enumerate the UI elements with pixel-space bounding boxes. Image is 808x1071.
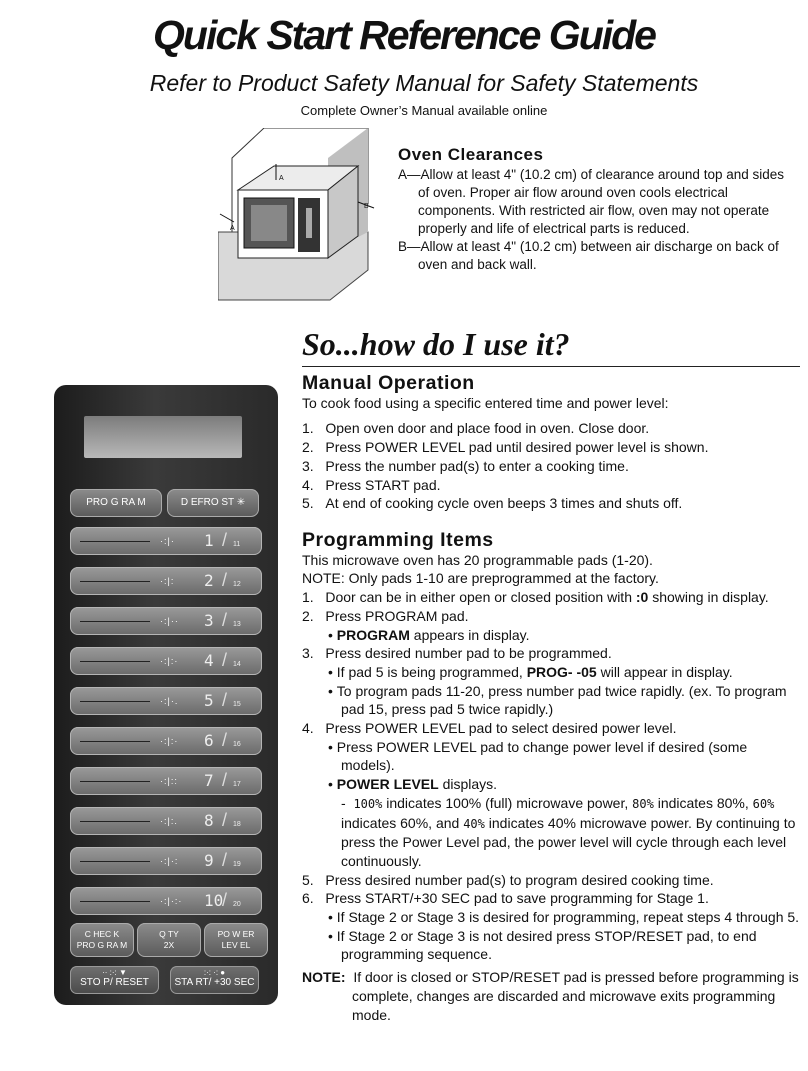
pad-number: 3 [204,611,214,630]
stop-label: STO P/ RESET [80,977,149,988]
check-label-1: C HEC K [84,929,120,939]
pad-line [80,621,150,622]
page-title: Quick Start Reference Guide [153,12,655,58]
pad-secondary-number: 11 [233,541,241,548]
pad-secondary-number: 12 [233,581,241,588]
step-2-bullet: • PROGRAM appears in display. [328,626,530,643]
pad-braille: ·:|·:· [160,896,183,906]
pad-line [80,581,150,582]
clearances-heading: Oven Clearances [398,145,544,164]
number-pad-9 [70,847,262,875]
pad-number: 10 [204,891,224,910]
number-pad-8 [70,807,262,835]
pad-secondary-number: 15 [233,701,241,708]
programming-heading: Programming Items [302,529,494,551]
pad-secondary-number: 19 [233,861,241,868]
defrost-button [167,489,259,517]
power-level-button [204,923,268,957]
number-pad-1 [70,527,262,555]
step-4-bullet-2: • POWER LEVEL displays. [328,776,498,793]
pad-slash: / [222,850,228,870]
pad-slash: / [222,650,228,670]
howto-heading: So...how do I use it? [302,326,570,362]
pad-slash: / [222,770,228,790]
pad-braille: ·:|·: [160,856,179,866]
number-pad-5 [70,687,262,715]
pad-slash: / [222,530,228,550]
step-2: 2. Press PROGRAM pad. [302,607,469,624]
label-a-side: A [230,225,235,232]
step-4-bullet-1: • Press POWER LEVEL pad to change power level if desired (some models). [328,738,748,774]
clearance-b: B—Allow at least 4" (10.2 cm) between air discharge on back of oven and back wall. [398,239,779,272]
check-program-button [70,923,134,957]
manual-step: 1. Open oven door and place food in oven. Close door. [302,420,650,437]
step-1: 1. Door can be in either open or closed position with :0 showing in display. [302,589,769,606]
pad-secondary-number: 18 [233,821,241,828]
check-label-2: PRO G RA M [76,940,128,950]
start-braille: :·: ·: [203,968,219,977]
number-pad-3 [70,607,262,635]
pad-number: 2 [204,571,214,590]
power-label-2: LEV EL [221,940,251,950]
programming-items [302,531,802,1024]
pad-slash: / [222,570,228,590]
pad-slash: / [222,690,228,710]
step-6-bullet-1: • If Stage 2 or Stage 3 is desired for programming, repeat steps 4 through 5. [328,909,800,926]
programming-intro: This microwave oven has 20 programmable pads (1-20). [302,551,653,568]
pad-line [80,861,150,862]
pad-braille: ·:|· [160,536,175,546]
safety-subtitle: Refer to Product Safety Manual for Safety Statements [149,70,699,96]
pad-slash: / [222,890,228,910]
oven-clearance-diagram [218,128,388,310]
divider [302,366,800,367]
pad-slash: / [222,810,228,830]
manual-operation [302,374,802,513]
manual-step: 5. At end of cooking cycle oven beeps 3 times and shuts off. [302,495,683,512]
stop-braille: ·· :·: [102,968,117,977]
step-4: 4. Press POWER LEVEL pad to select desired power level. [302,720,677,737]
number-pad-2 [70,567,262,595]
snowflake-icon: ✳ [236,497,246,508]
pad-braille: ·:|:· [160,656,179,666]
number-pad-7 [70,767,262,795]
qty-2x-button [137,923,201,957]
power-label-1: PO W ER [217,929,255,939]
step-3-bullet-1: • If pad 5 is being programmed, PROG- -05 will appear in display. [328,663,733,680]
number-pad-10 [70,887,262,915]
pad-braille: ·:|·. [160,696,179,706]
pad-line [80,661,150,662]
step-3-bullet-2: • To program pads 11-20, press number pad twice rapidly. (ex. To program pad 15, press pad 5 twice rapidly.) [328,682,787,718]
pad-secondary-number: 14 [233,661,241,668]
pad-secondary-number: 16 [233,741,241,748]
defrost-label: D EFRO ST [180,497,234,508]
step-6: 6. Press START/+30 SEC pad to save programming for Stage 1. [302,890,709,907]
control-panel [54,385,278,1005]
pad-number: 8 [204,811,214,830]
pad-slash: / [222,610,228,630]
manual-step: 4. Press START pad. [302,476,441,493]
pad-line [80,701,150,702]
pad-braille: ·:|: [160,576,175,586]
manual-step: 2. Press POWER LEVEL pad until desired power level is shown. [302,439,709,456]
pad-number: 9 [204,851,214,870]
manual-step: 3. Press the number pad(s) to enter a cooking time. [302,457,629,474]
program-button: PRO G RA M [70,489,162,517]
pad-secondary-number: 20 [233,901,241,908]
number-pad-4 [70,647,262,675]
number-pad-6 [70,727,262,755]
oven-clearances [398,146,796,274]
start-button [170,966,259,994]
start-label: STA RT/ +30 SEC [174,977,255,988]
online-note: Complete Owner’s Manual available online [300,103,548,118]
pad-braille: ·:|:: [160,776,178,786]
pad-line [80,821,150,822]
pad-line [80,901,150,902]
programming-final-note: NOTE: If door is closed or STOP/RESET pad is pressed before programming is complete, changes are discarded and microwave exits programming mode. [302,969,799,1023]
step-6-bullet-2: • If Stage 2 or Stage 3 is not desired press STOP/RESET pad, to end programming sequence. [328,927,757,963]
stop-reset-button [70,966,159,994]
panel-display [84,416,242,458]
pad-braille: ·:|:. [160,816,178,826]
pad-braille: ·:|:· [160,736,179,746]
step-5: 5. Press desired number pad(s) to program desired cooking time. [302,871,714,888]
pad-secondary-number: 17 [233,781,241,788]
pad-number: 4 [204,651,214,670]
pad-number: 7 [204,771,214,790]
pad-line [80,541,150,542]
step-3: 3. Press desired number pad to be programmed. [302,645,612,662]
programming-note: NOTE: Only pads 1-10 are preprogrammed at the factory. [302,570,659,587]
manual-intro: To cook food using a specific entered time and power level: [302,394,669,411]
pad-line [80,741,150,742]
stop-icon: ▼ [118,968,127,977]
pad-line [80,781,150,782]
qty-label-1: Q TY [159,929,179,939]
pad-number: 6 [204,731,214,750]
manual-heading: Manual Operation [302,372,475,394]
pad-braille: ·:|·· [160,616,179,626]
label-a-top: A [279,175,284,182]
pad-number: 1 [204,531,214,550]
qty-label-2: 2X [163,940,175,950]
clearance-a: A—Allow at least 4" (10.2 cm) of clearance around top and sides of oven. Proper air flow around oven cools electrical components. With restricted air flow, oven may not operate properly and life of electrical parts is reduced. [398,167,784,236]
pad-number: 5 [204,691,214,710]
power-level-details: - 100% indicates 100% (full) microwave power, 80% indicates 80%, 60% indicates 60%, and 40% indicates 40% microwave power. By continuing to press the Power Level pad, the power level will cycle through each level continuously. [341,794,796,869]
label-b: B [364,203,369,210]
pad-slash: / [222,730,228,750]
pad-secondary-number: 13 [233,621,241,628]
start-icon: ● [220,968,226,977]
